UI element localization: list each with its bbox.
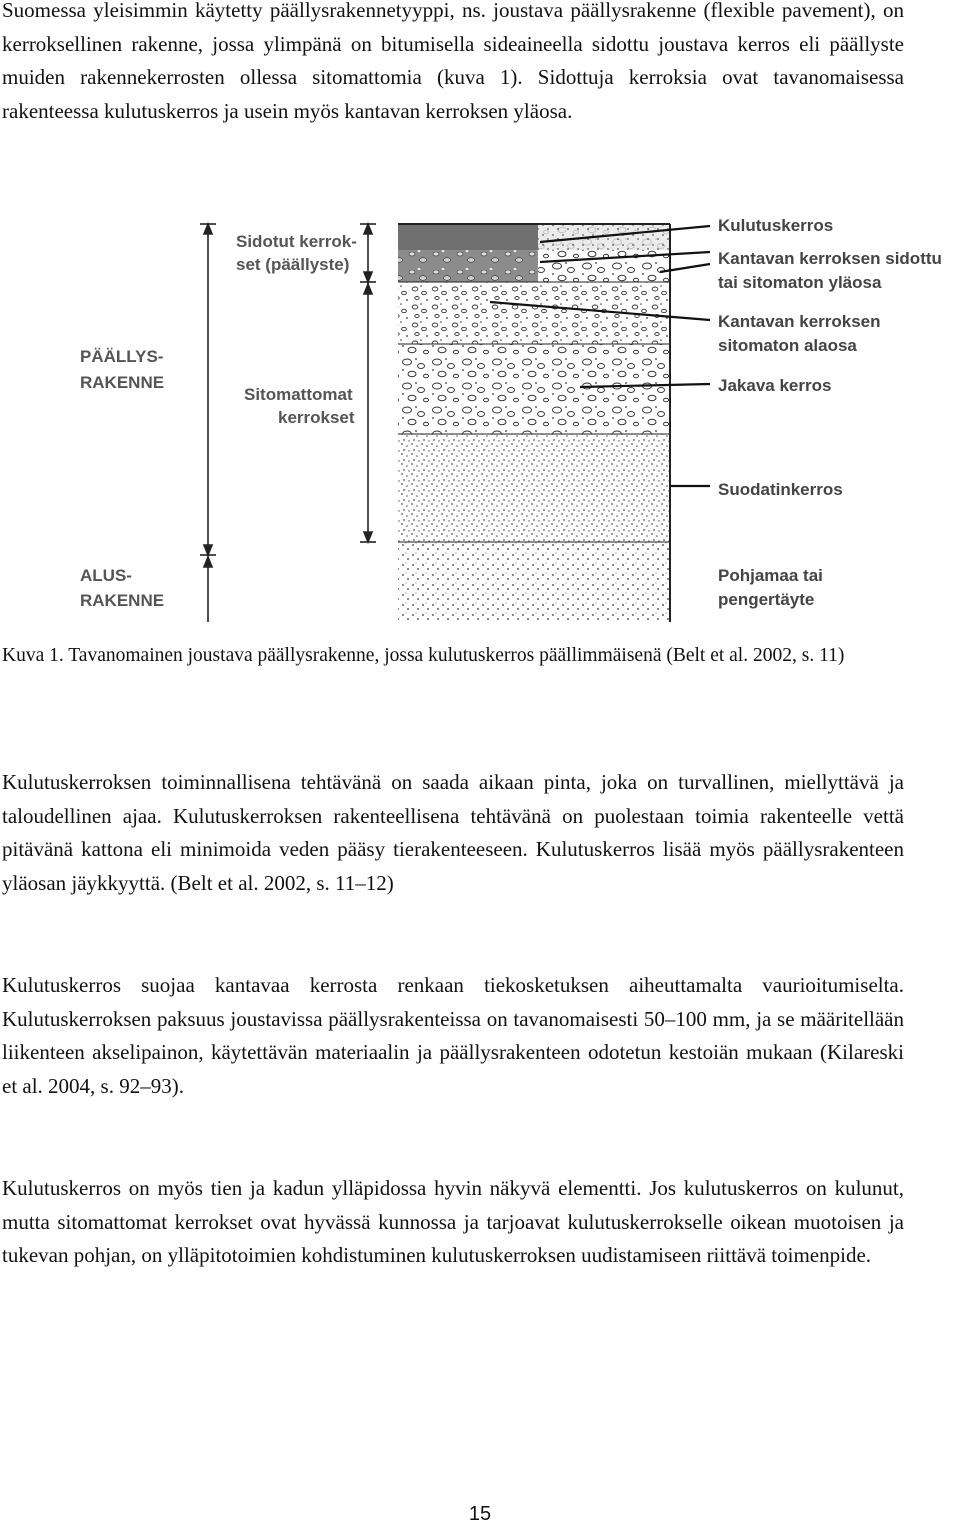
arrow-head (204, 545, 212, 555)
label-paallysrakenne: PÄÄLLYS- RAKENNE (80, 347, 165, 392)
label-kantavan-ala: Kantavan kerroksen sitomaton alaosa (718, 312, 881, 355)
paragraph-2: Kulutuskerroksen toiminnallisena tehtävänä on saada aikaan pinta, joka on turvallinen, miellyttävä ja taloudellinen ajaa. Kulutuskerroksen rakenteellisena tehtävänä on puolestaan toimia rakenteelle vettä pitävänä kattona eli minimoida veden pääsy tierakenteeseen. Kulutuskerros lisää myös päällysrakenteen yläosan jäykkyyttä. (Belt et al. 2002, s. 11–12) (2, 770, 904, 895)
layer-wearing-course (398, 224, 538, 250)
label-suodatinkerros: Suodatinkerros (718, 480, 843, 499)
page-number: 15 (468, 1503, 492, 1525)
layer-subgrade (398, 542, 670, 622)
label-sitomattomat-kerrokset: Sitomattomat kerrokset (244, 385, 355, 427)
layer-stack (398, 224, 670, 622)
label-kulutuskerros: Kulutuskerros (718, 216, 834, 235)
pavement-structure-figure (70, 212, 960, 628)
layer-subbase (398, 344, 670, 434)
label-pohjamaa: Pohjamaa tai pengertäyte (718, 566, 823, 609)
label-jakava-kerros: Jakava kerros (718, 376, 832, 395)
arrow-head (204, 557, 212, 567)
label-kantavan-yla: Kantavan kerroksen sidottu tai sitomaton yläosa (718, 249, 942, 292)
layer-wearing-detail (398, 250, 538, 282)
paragraph-3: Kulutuskerros suojaa kantavaa kerrosta renkaan tiekosketuksen aiheuttamalta vaurioitumiselta. Kulutuskerroksen paksuus joustavissa päällysrakenteissa on tavanomaisesti 50–100 mm, ja se määritellään liikenteen akselipainon, käytettävän materiaalin ja päällysrakenteen odotetun kestoiän mukaan (Kilareski et al. 2004, s. 92–93). (2, 973, 904, 1098)
label-alusrakenne: ALUS- RAKENNE (80, 566, 165, 610)
layer-filter (398, 434, 670, 542)
label-sidotut-kerrokset: Sidotut kerrok- set (päällyste) (236, 232, 357, 274)
intro-paragraph: Suomessa yleisimmin käytetty päällysrakennetyyppi, ns. joustava päällysrakenne (flexible pavement), on kerroksellinen rakenne, jossa ylimpänä on bitumisella sideaineella sidottu joustava kerros eli päällyste muiden rakennekerrosten ollessa sitomattomia (kuva 1). Sidottuja kerroksia ovat tavanomaisessa rakenteessa kulutuskerros ja usein myös kantavan kerroksen yläosa. (2, 0, 904, 123)
figure-caption: Kuva 1. Tavanomainen joustava päällysrakenne, jossa kulutuskerros päällimmäisenä (Belt et al. 2002, s. 11) (2, 645, 845, 666)
arrow-head (204, 224, 212, 234)
paragraph-4: Kulutuskerros on myös tien ja kadun ylläpidossa hyvin näkyvä elementti. Jos kulutuskerros on kulunut, mutta sitomattomat kerrokset ovat hyvässä kunnossa ja tarjoavat kulutuskerrokselle oikean muotoisen ja tukevan pohjan, on ylläpitotoimien kohdistuminen kulutuskerroksen uudistamiseen riittävä toimenpide. (2, 1176, 904, 1268)
